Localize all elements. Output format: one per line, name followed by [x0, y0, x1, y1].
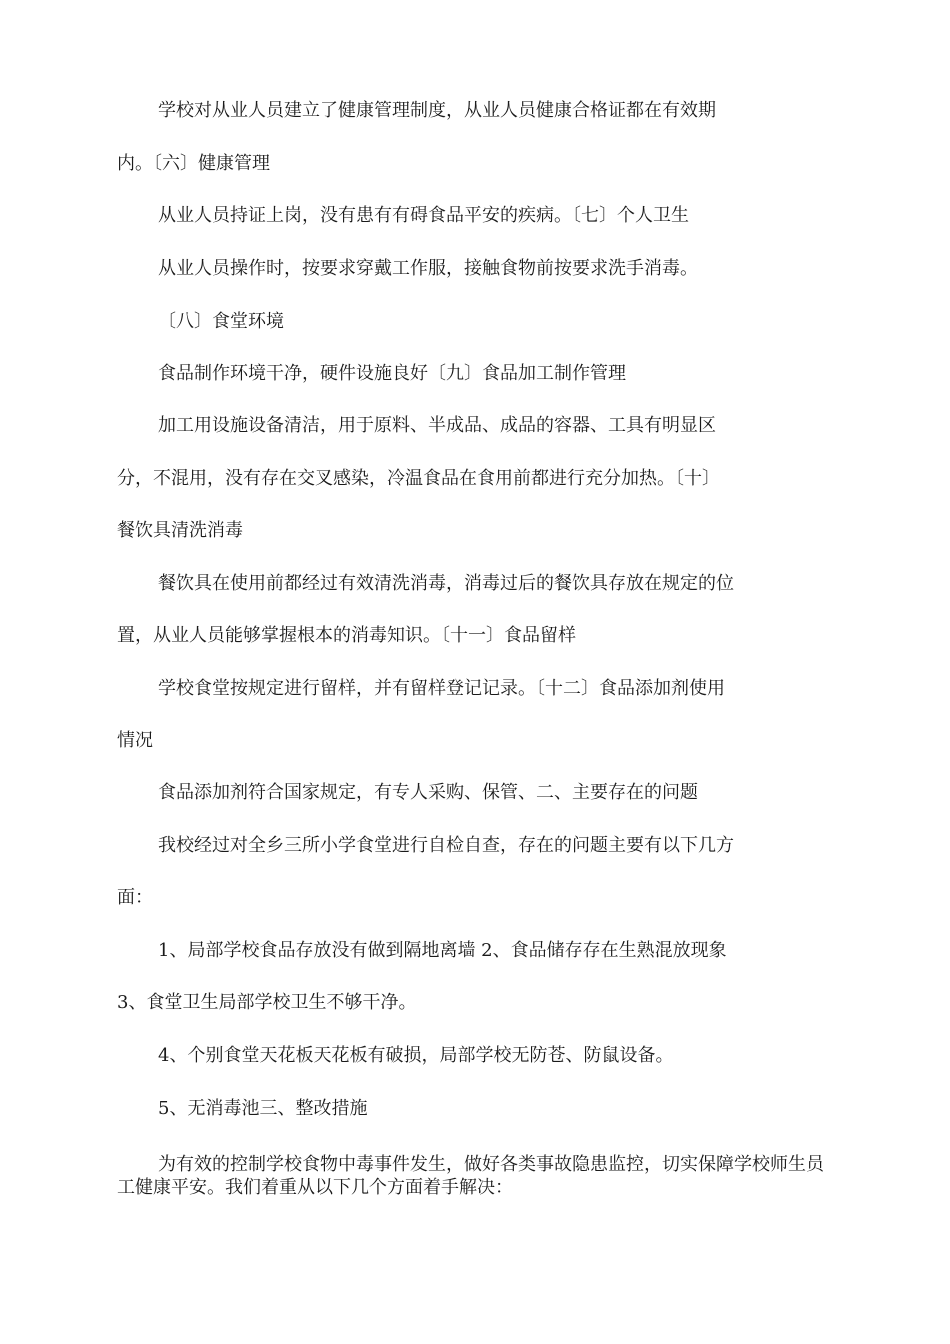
- text-line: 食品制作环境干净，硬件设施良好〔九〕食品加工制作管理: [158, 363, 626, 384]
- text-line: 我校经过对全乡三所小学食堂进行自检自查，存在的问题主要有以下几方: [158, 835, 734, 856]
- text-line: 内。〔六〕健康管理: [117, 153, 270, 174]
- text-line: 面：: [117, 887, 153, 908]
- text-line: 餐饮具清洗消毒: [117, 520, 243, 541]
- text-line: 从业人员持证上岗，没有患有有碍食品平安的疾病。〔七〕个人卫生: [158, 205, 689, 226]
- text-line: 分，不混用，没有存在交叉感染，冷温食品在食用前都进行充分加热。〔十〕: [117, 468, 720, 489]
- text-line: 情况: [117, 730, 153, 751]
- text-line: 学校对从业人员建立了健康管理制度，从业人员健康合格证都在有效期: [158, 100, 716, 121]
- text-line: 餐饮具在使用前都经过有效清洗消毒，消毒过后的餐饮具存放在规定的位: [158, 573, 734, 594]
- list-item: 4、个别食堂天花板天花板有破损，局部学校无防苍、防鼠设备。: [158, 1045, 674, 1066]
- text-line: 置，从业人员能够掌握根本的消毒知识。〔十一〕食品留样: [117, 625, 576, 646]
- list-item: 3、食堂卫生局部学校卫生不够干净。: [117, 992, 417, 1013]
- text-line: 食品添加剂符合国家规定，有专人采购、保管、二、主要存在的问题: [158, 782, 698, 803]
- section-heading: 〔八〕食堂环境: [158, 311, 284, 332]
- text-line: 从业人员操作时，按要求穿戴工作服，接触食物前按要求洗手消毒。: [158, 258, 698, 279]
- list-item: 1、局部学校食品存放没有做到隔地离墙 2、食品储存存在生熟混放现象: [158, 940, 727, 961]
- final-paragraph: 为有效的控制学校食物中毒事件发生，做好各类事故隐患监控，切实保障学校师生员工健康平安。我们着重从以下几个方面着手解决：: [117, 1154, 824, 1198]
- text-line: 学校食堂按规定进行留样，并有留样登记记录。〔十二〕食品添加剂使用: [158, 678, 725, 699]
- list-item: 5、无消毒池三、整改措施: [158, 1098, 368, 1119]
- text-line: 加工用设施设备清洁，用于原料、半成品、成品的容器、工具有明显区: [158, 415, 716, 436]
